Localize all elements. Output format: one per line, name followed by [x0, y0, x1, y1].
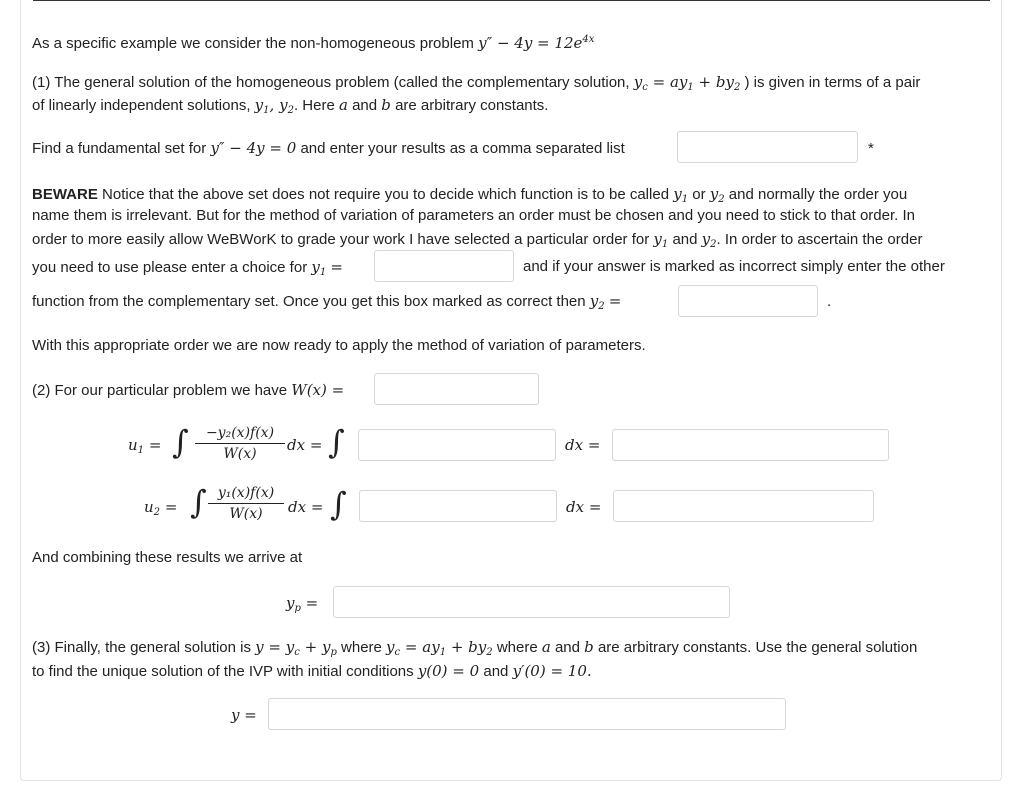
final-solution-input[interactable] — [268, 698, 786, 730]
u1-dx: dx = — [287, 436, 323, 454]
u2-numerator: y₁(x)f(x) — [217, 485, 275, 501]
u2-dx: dx = — [288, 498, 324, 516]
part3-line1: (3) Finally, the general solution is $y = y_c + y_p$ where $y_c = ay_1 + by_2$ where a and b are arbitrary constants. Use the general solution — [32, 638, 918, 658]
u2-integrand-input[interactable] — [359, 490, 557, 522]
u1-label: $u_1$ = — [128, 436, 162, 456]
u1-result-input[interactable] — [612, 429, 889, 461]
u1-denominator: W(x) — [223, 446, 257, 462]
beware-line2: name them is irrelevant. But for the method of variation of parameters an order must be chosen and you need to stick to that order. In — [32, 207, 915, 224]
u1-integral-sign-2: ∫ — [328, 423, 345, 461]
y-final-label: y = — [231, 706, 257, 724]
u1-dx-2: dx = — [565, 436, 601, 454]
u2-fraction — [208, 484, 284, 523]
u2-integral-sign: ∫ — [190, 483, 207, 521]
intro-text: As a specific example we consider the non-homogeneous problem — [32, 35, 474, 52]
u1-fraction — [195, 424, 285, 463]
beware-line3: order to more easily allow WeBWorK to grade your work I have selected a particular order for $y_1$ and $y_2$. In order to ascertain the order — [32, 230, 923, 250]
required-marker: * — [868, 140, 874, 157]
u2-dx-2: dx = — [566, 498, 602, 516]
fundamental-line: Find a fundamental set for y″ − 4y = 0 and enter your results as a comma separated list — [32, 139, 625, 157]
beware-line4-right: and if your answer is marked as incorrect simply enter the other — [523, 258, 945, 275]
fundamental-set-input[interactable] — [677, 131, 858, 163]
top-divider — [33, 0, 990, 1]
part2-line: (2) For our particular problem we have W(x) = — [32, 381, 345, 399]
part1-line2: of linearly independent solutions, $y_1$, $y_2$. Here a and b are arbitrary constants. — [32, 96, 549, 116]
beware-line1: BEWARE Notice that the above set does not require you to decide which function is to be called $y_1$ or $y_2$ and normally the order you — [32, 185, 908, 205]
y2-input[interactable] — [678, 285, 818, 317]
u2-denominator: W(x) — [229, 506, 263, 522]
u1-integral-sign: ∫ — [172, 423, 189, 461]
intro-equation: $y'' - 4y = 12e^{4x}$ — [478, 34, 595, 52]
u1-integrand-input[interactable] — [358, 429, 556, 461]
combining-line: And combining these results we arrive at — [32, 549, 303, 566]
part3-line2: to find the unique solution of the IVP with initial conditions y(0) = 0 and y′(0) = 10. — [32, 662, 592, 680]
u2-result-input[interactable] — [613, 490, 874, 522]
period-mark: . — [827, 293, 832, 310]
u2-integral-sign-2: ∫ — [330, 485, 347, 523]
u1-numerator: −y₂(x)f(x) — [205, 425, 275, 441]
y1-choice-input[interactable] — [374, 250, 514, 282]
yp-label: $y_p$ = — [286, 594, 319, 614]
appropriate-line: With this appropriate order we are now ready to apply the method of variation of parameters. — [32, 337, 646, 354]
u2-label: $u_2$ = — [144, 498, 178, 518]
wronskian-input[interactable] — [374, 373, 539, 405]
beware-line5: function from the complementary set. Once you get this box marked as correct then $y_2$ = — [32, 292, 622, 312]
intro-line — [32, 33, 594, 54]
part1-line1: (1) The general solution of the homogeneous problem (called the complementary solution, $y_c = ay_1 + by_2$ ) is given in terms of a pair — [32, 73, 921, 93]
yp-input[interactable] — [333, 586, 730, 618]
beware-line4-left: you need to use please enter a choice for $y_1$ = — [32, 258, 343, 278]
